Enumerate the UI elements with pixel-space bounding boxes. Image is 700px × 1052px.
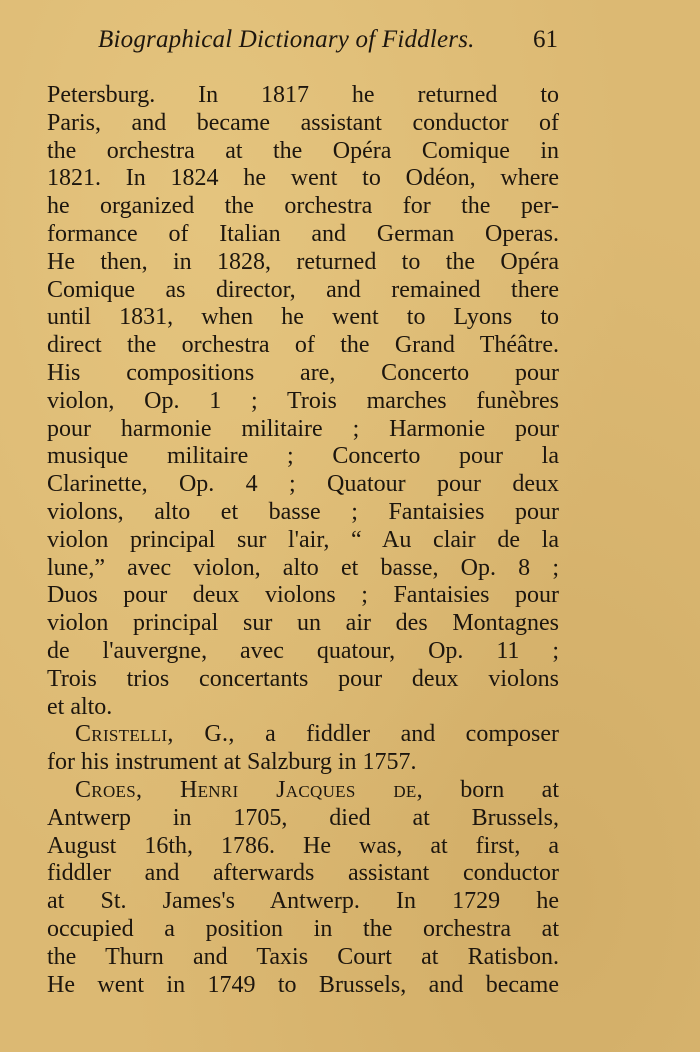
- text-line: Petersburg. In 1817 he returned to: [47, 82, 559, 108]
- text-line: fiddler and afterwards assistant conductor: [47, 860, 559, 887]
- text-line: until 1831, when he went to Lyons to: [47, 304, 559, 331]
- text-line: et alto.: [47, 693, 113, 720]
- text-line: at St. James's Antwerp. In 1729 he: [47, 888, 559, 915]
- text-line: de l'auvergne, avec quatour, Op. 11 ;: [47, 637, 559, 664]
- running-title: Biographical Dictionary of Fiddlers.: [98, 26, 475, 53]
- entry-name-cristelli: Cristelli, G.,: [75, 721, 235, 748]
- text-line: Comique as director, and remained there: [47, 276, 559, 303]
- text-line: He went in 1749 to Brussels, and became: [47, 971, 559, 998]
- text-line: lune,” avec violon, alto et basse, Op. 8 ;: [47, 554, 559, 581]
- text-line: 1821. In 1824 he went to Odéon, where: [47, 165, 559, 192]
- entry-text: a fiddler and composer: [234, 721, 559, 748]
- text-line: violons, alto et basse ; Fantaisies pour: [47, 498, 559, 525]
- text-line: he organized the orchestra for the per-: [47, 193, 559, 220]
- entry-croes-line: [47, 777, 559, 805]
- text-line: Trois trios concertants pour deux violons: [47, 665, 559, 692]
- text-line: Antwerp in 1705, died at Brussels,: [47, 804, 559, 831]
- entry-text: born at: [422, 776, 559, 803]
- text-line: direct the orchestra of the Grand Théâtre.: [47, 332, 559, 359]
- page-number: 61: [533, 26, 558, 53]
- text-line: He then, in 1828, returned to the Opéra: [47, 248, 559, 275]
- entry-cristelli-line: [47, 721, 559, 749]
- text-line: pour harmonie militaire ; Harmonie pour: [47, 415, 559, 442]
- body-text: [47, 82, 559, 999]
- text-line: musique militaire ; Concerto pour la: [47, 443, 559, 470]
- text-line: formance of Italian and German Operas.: [47, 220, 559, 247]
- text-line: August 16th, 1786. He was, at first, a: [47, 832, 559, 859]
- text-line: violon principal sur un air des Montagnes: [47, 610, 559, 637]
- text-line: violon principal sur l'air, “ Au clair de la: [47, 526, 559, 553]
- text-line: Duos pour deux violons ; Fantaisies pour: [47, 582, 559, 609]
- text-line: the Thurn and Taxis Court at Ratisbon.: [47, 943, 559, 970]
- running-head: [90, 26, 558, 60]
- text-line: the orchestra at the Opéra Comique in: [47, 137, 559, 164]
- text-line: Clarinette, Op. 4 ; Quatour pour deux: [47, 471, 559, 498]
- text-line: for his instrument at Salzburg in 1757.: [47, 749, 417, 776]
- text-line: His compositions are, Concerto pour: [47, 359, 559, 386]
- text-line: occupied a position in the orchestra at: [47, 915, 559, 942]
- text-line: Paris, and became assistant conductor of: [47, 109, 559, 136]
- text-line: violon, Op. 1 ; Trois marches funèbres: [47, 387, 559, 414]
- entry-name-croes: Croes, Henri Jacques de,: [75, 776, 423, 803]
